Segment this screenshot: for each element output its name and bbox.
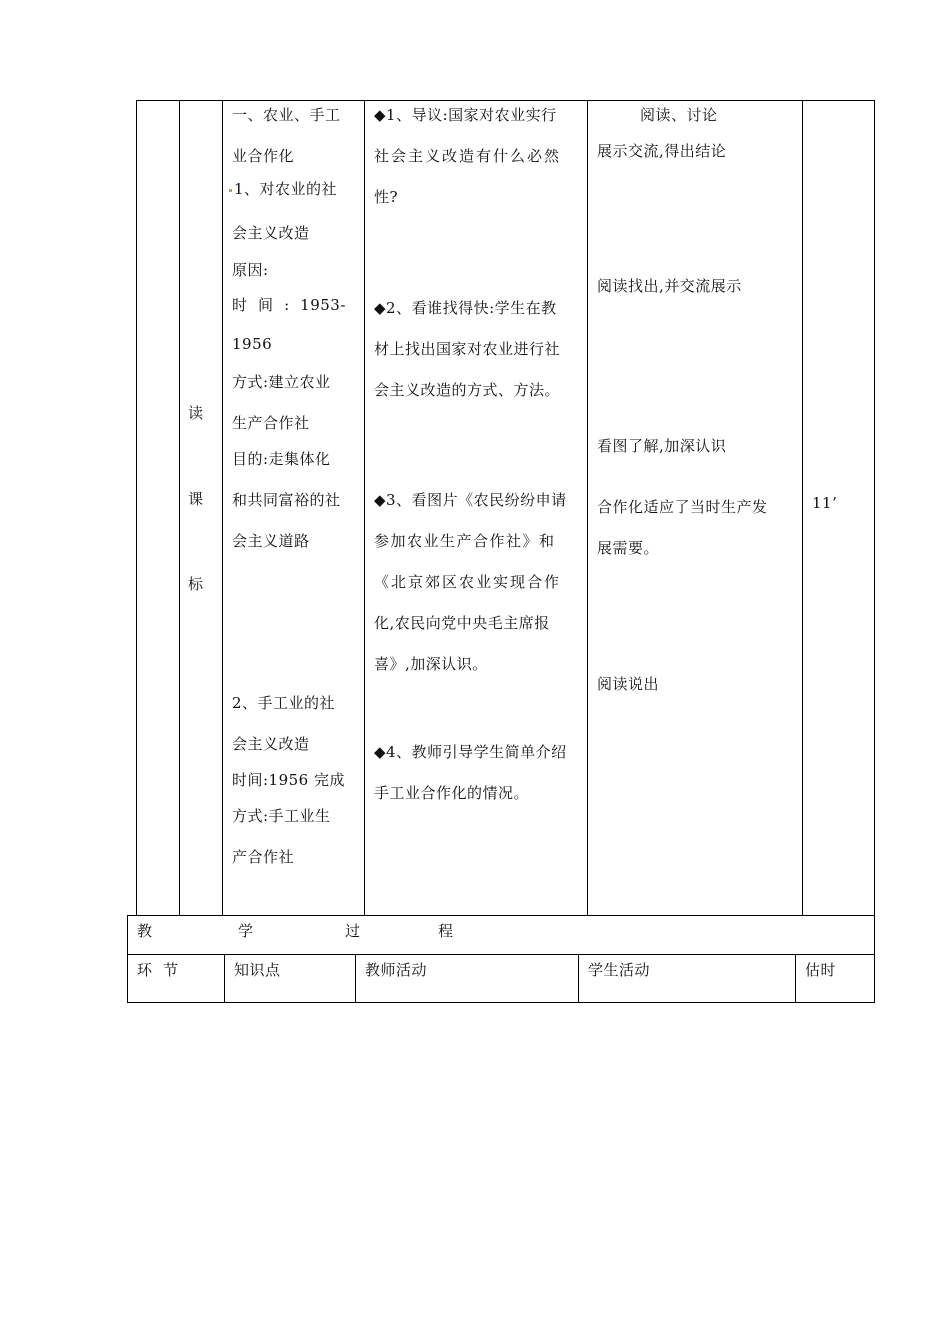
knowledge-goal-line-2: 和共同富裕的社 — [232, 491, 341, 509]
table-top-border — [136, 100, 875, 101]
teacher-activity-3-line-1: ◆3、看图片《农民纷纷申请 — [374, 491, 567, 509]
student-activity-1-line-1: 阅读、讨论 — [640, 106, 718, 124]
student-activity-5: 阅读说出 — [597, 675, 660, 693]
knowledge-sub1-line-2: 会主义改造 — [232, 224, 310, 242]
student-activity-2: 阅读找出,并交流展示 — [597, 277, 742, 295]
teacher-activity-2-line-3: 会主义改造的方式、方法。 — [374, 381, 561, 399]
student-activity-4-line-2: 展需要。 — [597, 539, 660, 557]
header-student: 学生活动 — [588, 961, 651, 979]
process-banner-char-1: 教 — [137, 922, 153, 940]
column-divider-5 — [802, 100, 803, 915]
knowledge-goal-line-1: 目的:走集体化 — [232, 450, 331, 468]
teacher-activity-2-line-1: ◆2、看谁找得快:学生在教 — [374, 299, 557, 317]
header-time: 估时 — [805, 961, 837, 979]
knowledge-method-1-line-1: 方式:建立农业 — [232, 373, 331, 391]
time-estimate: 11’ — [812, 494, 838, 512]
knowledge-time-1-line-1: 时 间 : 1953- — [232, 296, 346, 314]
teacher-activity-4-line-1: ◆4、教师引导学生简单介绍 — [374, 743, 567, 761]
column-divider-1 — [179, 100, 180, 915]
process-table-bottom-border — [127, 1002, 875, 1003]
knowledge-method-1-line-2: 生产合作社 — [232, 414, 310, 432]
process-header-divider-1 — [224, 954, 225, 1002]
section-label-char-2: 课 — [188, 490, 204, 508]
header-teacher: 教师活动 — [365, 961, 428, 979]
teacher-activity-3-line-5: 喜》,加深认识。 — [374, 655, 488, 673]
knowledge-reason: 原因: — [232, 261, 269, 279]
teacher-activity-3-line-4: 化,农民向党中央毛主席报 — [374, 614, 550, 632]
student-activity-3: 看图了解,加深认识 — [597, 437, 727, 455]
knowledge-goal-line-3: 会主义道路 — [232, 532, 310, 550]
knowledge-sub1-line-1: 1、对农业的社 — [234, 180, 338, 198]
process-banner-char-2: 学 — [238, 922, 254, 940]
process-banner-char-3: 过 — [345, 922, 361, 940]
student-activity-1-line-2: 展示交流,得出结论 — [597, 142, 727, 160]
knowledge-sub2-line-2: 会主义改造 — [232, 735, 310, 753]
teacher-activity-4-line-2: 手工业合作化的情况。 — [374, 784, 530, 802]
teacher-activity-1-line-3: 性? — [374, 188, 399, 206]
process-header-divider-4 — [795, 954, 796, 1002]
margin-mark — [229, 189, 232, 192]
table-right-border — [874, 100, 875, 915]
knowledge-title-line-2: 业合作化 — [232, 147, 295, 165]
section-label-char-3: 标 — [188, 575, 204, 593]
knowledge-time-1-line-2: 1956 — [232, 335, 273, 353]
teacher-activity-3-line-3: 《北京郊区农业实现合作 — [374, 573, 562, 591]
knowledge-sub2-line-1: 2、手工业的社 — [232, 694, 336, 712]
teacher-activity-3-line-2: 参加农业生产合作社》和 — [374, 532, 556, 550]
section-label-char-1: 读 — [188, 404, 204, 422]
header-stage: 环 节 — [137, 961, 179, 979]
knowledge-method-2-line-2: 产合作社 — [232, 848, 295, 866]
process-table-middle-border — [127, 954, 875, 955]
knowledge-method-2-line-1: 方式:手工业生 — [232, 807, 331, 825]
process-header-divider-3 — [578, 954, 579, 1002]
header-knowledge: 知识点 — [234, 961, 281, 979]
teacher-activity-2-line-2: 材上找出国家对农业进行社 — [374, 340, 561, 358]
knowledge-title-line-1: 一、农业、手工 — [232, 106, 341, 124]
student-activity-4-line-1: 合作化适应了当时生产发 — [597, 498, 768, 516]
teacher-activity-1-line-1: ◆1、导议:国家对农业实行 — [374, 106, 557, 124]
process-table-top-border — [127, 915, 875, 916]
process-table-right-border — [874, 915, 875, 1002]
knowledge-time-2: 时间:1956 完成 — [232, 771, 345, 789]
column-divider-3 — [364, 100, 365, 915]
process-header-divider-2 — [355, 954, 356, 1002]
column-divider-4 — [587, 100, 588, 915]
process-table-left-border — [127, 915, 128, 1002]
table-left-border — [136, 100, 137, 915]
column-divider-2 — [222, 100, 223, 915]
process-banner-char-4: 程 — [438, 922, 454, 940]
teacher-activity-1-line-2: 社会主义改造有什么必然 — [374, 147, 562, 165]
